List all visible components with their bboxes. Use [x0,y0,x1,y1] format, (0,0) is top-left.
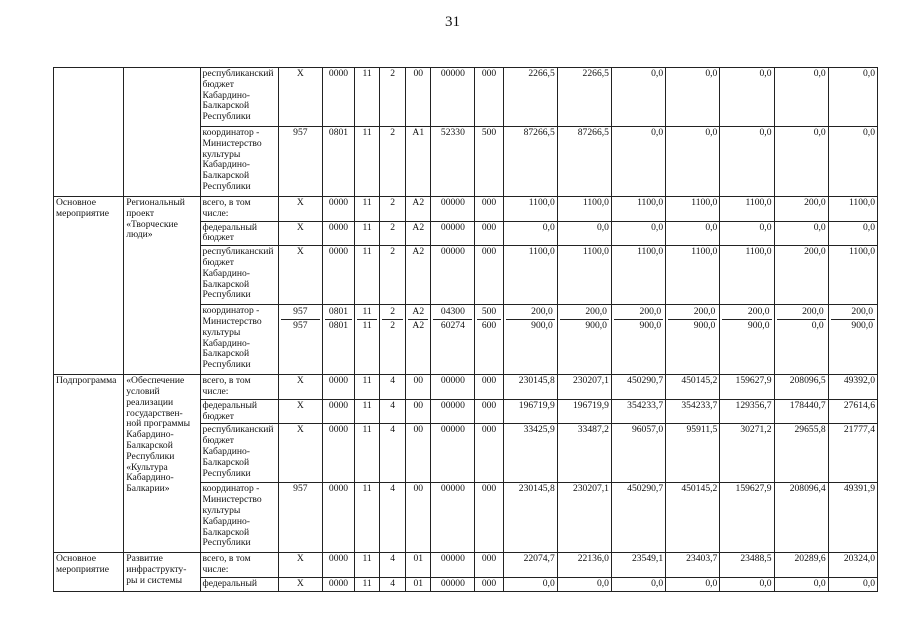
cs4-cell: 00000 [431,553,475,578]
rzpr-cell: 0000 [322,553,354,578]
value-cell: 1100,0 [503,197,557,222]
source-cell: федеральный [200,577,278,591]
grbs-cell [278,305,322,375]
table-row [54,375,878,400]
value-cell: 23488,5 [720,553,774,578]
cs1-cell: 11 [355,375,380,400]
source-cell: республиканский бюджет Кабардино-Балкарской Республики [200,246,278,305]
cs3-line: А2 [412,306,425,318]
cs2-line: 2 [382,319,403,333]
budget-table [53,67,878,592]
value-line: 200,0 [802,306,824,318]
cs2-cell: 2 [380,127,406,197]
rzpr-cell: 0000 [322,68,354,127]
value-cell: 0,0 [611,577,665,591]
value-cell: 159627,9 [720,483,774,553]
value-cell [503,305,557,375]
value-cell: 0,0 [557,221,611,246]
name-cell: Развитие инфраструкту-ры и системы [124,553,200,591]
value-cell: 208096,5 [774,375,828,400]
vr-cell: 000 [475,424,503,483]
rzpr-cell: 0000 [322,375,354,400]
vr-cell: 000 [475,483,503,553]
vr-cell: 000 [475,553,503,578]
cs1-cell: 11 [355,424,380,483]
value-cell: 230207,1 [557,375,611,400]
value-cell: 49391,9 [828,483,877,553]
cs2-cell: 2 [380,197,406,222]
value-cell: 0,0 [720,68,774,127]
grbs-cell: Х [278,197,322,222]
cs4-line: 60274 [433,319,472,333]
vr-cell: 000 [475,221,503,246]
cs3-cell: 00 [406,424,431,483]
value-cell: 0,0 [557,577,611,591]
value-cell: 1100,0 [557,246,611,305]
value-cell: 0,0 [720,127,774,197]
cs1-cell: 11 [355,553,380,578]
value-cell [611,305,665,375]
value-cell: 87266,5 [503,127,557,197]
value-cell: 22136,0 [557,553,611,578]
source-cell: республиканский бюджет Кабардино-Балкарской Республики [200,424,278,483]
grbs-cell: Х [278,553,322,578]
value-line: 200,0 [639,306,662,318]
source-cell: координатор - Министерство культуры Кабардино-Балкарской Республики [200,127,278,197]
value-cell: 1100,0 [503,246,557,305]
value-cell: 129356,7 [720,399,774,424]
value-cell: 0,0 [666,68,720,127]
rzpr-cell: 0801 [322,127,354,197]
cs3-cell: А2 [406,197,431,222]
table-row [54,197,878,222]
cs4-cell: 00000 [431,246,475,305]
cs2-cell: 4 [380,483,406,553]
vr-cell: 500 [475,127,503,197]
value-cell: 0,0 [828,68,877,127]
value-cell: 230145,8 [503,483,557,553]
cs2-cell: 4 [380,375,406,400]
value-line: 900,0 [614,319,663,333]
vr-cell: 000 [475,68,503,127]
value-cell: 0,0 [503,221,557,246]
table-row [54,68,878,127]
grbs-cell: Х [278,399,322,424]
value-cell: 1100,0 [720,246,774,305]
cs3-cell: 01 [406,553,431,578]
value-line: 200,0 [747,306,770,318]
value-cell: 196719,9 [557,399,611,424]
value-cell: 450145,2 [666,483,720,553]
value-cell: 20289,6 [774,553,828,578]
cs4-cell: 00000 [431,577,475,591]
value-cell: 0,0 [774,127,828,197]
status-cell: Подпрограмма [54,375,124,553]
rzpr-cell: 0000 [322,483,354,553]
cs1-line: 11 [362,306,372,318]
cs3-line: А2 [408,319,428,333]
vr-cell: 000 [475,375,503,400]
value-cell: 1100,0 [611,246,665,305]
value-cell: 27614,6 [828,399,877,424]
value-cell: 0,0 [611,68,665,127]
cs3-cell: 00 [406,68,431,127]
value-cell: 1100,0 [828,246,877,305]
value-cell: 0,0 [666,221,720,246]
value-cell: 2266,5 [557,68,611,127]
value-cell: 450145,2 [666,375,720,400]
value-cell [828,305,877,375]
cs3-cell [406,305,431,375]
value-cell: 0,0 [720,577,774,591]
vr-line: 600 [477,319,500,333]
value-line: 900,0 [668,319,717,333]
cs3-cell: 00 [406,483,431,553]
value-cell: 30271,2 [720,424,774,483]
value-line: 200,0 [693,306,716,318]
value-line: 200,0 [585,306,607,318]
vr-cell: 000 [475,399,503,424]
value-cell: 0,0 [774,577,828,591]
value-line: 900,0 [506,319,555,333]
cs4-cell: 00000 [431,483,475,553]
value-cell: 95911,5 [666,424,720,483]
value-cell: 0,0 [666,127,720,197]
value-line: 900,0 [560,319,609,333]
cs2-cell: 2 [380,246,406,305]
rzpr-cell: 0000 [322,577,354,591]
grbs-cell: Х [278,375,322,400]
value-cell: 29655,8 [774,424,828,483]
value-cell [666,305,720,375]
cs2-line: 2 [390,306,396,318]
source-cell: всего, в том числе: [200,197,278,222]
value-line: 900,0 [722,319,771,333]
grbs-cell: 957 [278,483,322,553]
source-cell: федеральный бюджет [200,221,278,246]
grbs-cell: Х [278,424,322,483]
cs2-cell: 2 [380,221,406,246]
rzpr-cell: 0000 [322,221,354,246]
source-cell: всего, в том числе: [200,553,278,578]
value-cell: 22074,7 [503,553,557,578]
value-cell: 0,0 [611,127,665,197]
source-cell: всего, в том числе: [200,375,278,400]
cs4-cell: 52330 [431,127,475,197]
status-cell [54,68,124,197]
value-cell: 450290,7 [611,375,665,400]
cs3-cell: А2 [406,221,431,246]
value-cell: 0,0 [720,221,774,246]
cs3-cell: 01 [406,577,431,591]
vr-cell: 000 [475,246,503,305]
value-cell: 96057,0 [611,424,665,483]
value-cell: 33487,2 [557,424,611,483]
value-line: 900,0 [831,319,875,333]
grbs-cell: Х [278,577,322,591]
value-cell: 87266,5 [557,127,611,197]
cs1-cell: 11 [355,221,380,246]
table-row [54,553,878,578]
cs4-cell: 00000 [431,399,475,424]
value-cell: 354233,7 [666,399,720,424]
value-cell [557,305,611,375]
value-cell: 33425,9 [503,424,557,483]
value-cell: 0,0 [503,577,557,591]
value-cell: 230207,1 [557,483,611,553]
rzpr-cell: 0000 [322,246,354,305]
value-cell: 450290,7 [611,483,665,553]
vr-cell: 000 [475,197,503,222]
cs2-cell: 4 [380,424,406,483]
cs3-cell: 00 [406,399,431,424]
value-cell [774,305,828,375]
cs1-cell: 11 [355,577,380,591]
vr-line: 500 [481,306,497,318]
status-cell: Основное мероприятие [54,553,124,591]
value-cell: 49392,0 [828,375,877,400]
value-cell: 21777,4 [828,424,877,483]
cs1-cell: 11 [355,399,380,424]
value-cell: 0,0 [611,221,665,246]
value-cell: 20324,0 [828,553,877,578]
rzpr-line: 0801 [328,306,349,318]
cs1-cell: 11 [355,68,380,127]
value-cell: 1100,0 [720,197,774,222]
cs3-cell: А2 [406,246,431,305]
source-cell: координатор - Министерство культуры Кабардино-Балкарской Республики [200,483,278,553]
cs1-cell [355,305,380,375]
cs4-cell: 00000 [431,424,475,483]
value-cell: 354233,7 [611,399,665,424]
vr-cell [475,305,503,375]
cs2-cell: 2 [380,68,406,127]
cs2-cell: 4 [380,553,406,578]
name-cell [124,68,200,197]
value-line: 200,0 [531,306,553,318]
rzpr-cell [322,305,354,375]
value-cell: 2266,5 [503,68,557,127]
cs1-line: 11 [357,319,377,333]
value-cell: 159627,9 [720,375,774,400]
rzpr-cell: 0000 [322,197,354,222]
value-cell: 208096,4 [774,483,828,553]
source-cell: республиканский бюджет Кабардино-Балкарской Республики [200,68,278,127]
value-cell: 0,0 [828,127,877,197]
value-cell: 0,0 [828,577,877,591]
cs2-cell: 4 [380,577,406,591]
value-cell: 23403,7 [666,553,720,578]
source-cell: координатор - Министерство культуры Кабардино-Балкарской Республики [200,305,278,375]
rzpr-cell: 0000 [322,424,354,483]
cs2-cell: 4 [380,399,406,424]
cs4-line: 04300 [440,306,465,318]
value-cell: 200,0 [774,246,828,305]
value-cell: 1100,0 [557,197,611,222]
cs1-cell: 11 [355,483,380,553]
value-cell: 23549,1 [611,553,665,578]
name-cell: «Обеспечение условий реализации государствен-ной программы Кабардино-Балкарской Республики «Культура Кабардино-Балкарии» [124,375,200,553]
cs2-cell [380,305,406,375]
cs4-cell: 00000 [431,68,475,127]
page-number: 31 [445,14,460,30]
vr-cell: 000 [475,577,503,591]
cs4-cell: 00000 [431,197,475,222]
value-cell: 1100,0 [666,197,720,222]
status-cell: Основное мероприятие [54,197,124,375]
cs4-cell: 00000 [431,375,475,400]
value-cell: 178440,7 [774,399,828,424]
cs4-cell [431,305,475,375]
value-cell: 230145,8 [503,375,557,400]
grbs-cell: Х [278,221,322,246]
cs1-cell: 11 [355,197,380,222]
value-line: 200,0 [851,306,873,318]
value-cell: 0,0 [666,577,720,591]
grbs-line: 957 [281,319,320,333]
value-cell: 1100,0 [828,197,877,222]
grbs-cell: 957 [278,127,322,197]
grbs-cell: Х [278,68,322,127]
value-cell: 0,0 [774,68,828,127]
rzpr-line: 0801 [325,319,352,333]
cs3-cell: 00 [406,375,431,400]
cs1-cell: 11 [355,246,380,305]
value-cell: 0,0 [774,221,828,246]
value-cell: 196719,9 [503,399,557,424]
grbs-cell: Х [278,246,322,305]
cs4-cell: 00000 [431,221,475,246]
value-cell: 1100,0 [611,197,665,222]
rzpr-cell: 0000 [322,399,354,424]
cs1-cell: 11 [355,127,380,197]
value-cell [720,305,774,375]
value-cell: 1100,0 [666,246,720,305]
value-cell: 200,0 [774,197,828,222]
source-cell: федеральный бюджет [200,399,278,424]
value-cell: 0,0 [828,221,877,246]
name-cell: Региональный проект «Творческие люди» [124,197,200,375]
grbs-line: 957 [293,306,308,318]
cs3-cell: А1 [406,127,431,197]
value-line: 0,0 [777,319,826,333]
